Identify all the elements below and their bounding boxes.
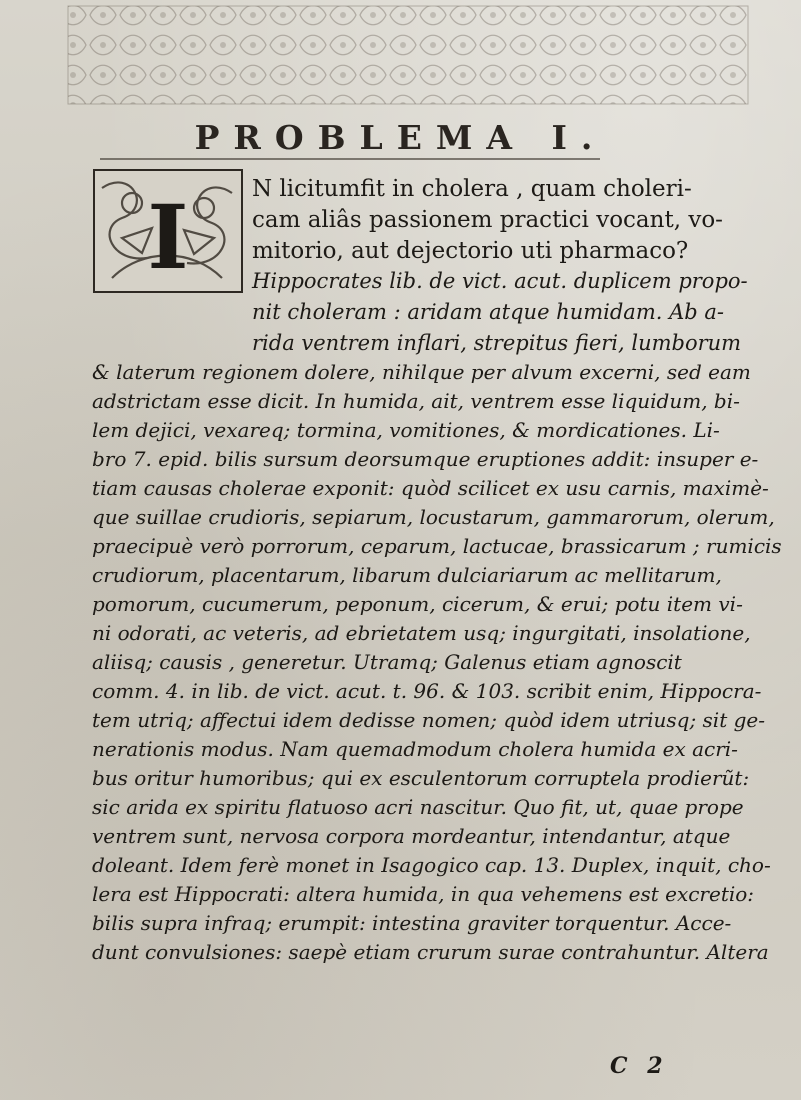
text-line: rida ventrem inflari, strepitus fieri, lumborum: [252, 331, 742, 355]
text-line: mitorio, aut dejectorio uti pharmaco?: [252, 238, 689, 264]
text-line: dunt convulsiones: saepè etiam crurum surae contrahuntur. Altera: [92, 940, 769, 964]
text-line: cam aliâs passionem practici vocant, vo-: [252, 207, 723, 233]
text-line: doleant. Idem ferè monet in Isagogico cap. 13. Duplex, inquit, cho-: [92, 853, 771, 877]
text-line: N licitumfit in cholera , quam choleri-: [252, 176, 692, 202]
signature-mark: [610, 1053, 663, 1079]
text-line: bus oritur humoribus; qui ex esculentorum corruptela prodierũt:: [92, 766, 750, 790]
text-line: sic arida ex spiritu flatuoso acri nascitur. Quo fit, ut, quae prope: [92, 795, 744, 819]
text-line: crudiorum, placentarum, libarum dulciariarum ac mellitarum,: [92, 563, 722, 587]
text-line: Hippocrates lib. de vict. acut. duplicem propo-: [252, 269, 748, 293]
decorative-headpiece: [28, 0, 773, 118]
text-line: nerationis modus. Nam quemadmodum cholera humida ex acri-: [92, 737, 738, 761]
text-line: bro 7. epid. bilis sursum deorsumque eruptiones addit: insuper e-: [92, 447, 759, 471]
catchword-mark: 2: [647, 1053, 663, 1079]
drop-cap-letter: I: [147, 185, 189, 289]
text-line: pomorum, cucumerum, peponum, cicerum, & erui; potu item vi-: [92, 592, 743, 616]
text-line: aliisq; causis , generetur. Utramq; Galenus etiam agnoscit: [92, 650, 682, 674]
text-line: adstrictam esse dicit. In humida, ait, ventrem esse liquidum, bi-: [92, 389, 740, 413]
text-line: bilis supra infraq; erumpit: intestina graviter torquentur. Acce-: [92, 911, 732, 935]
decorated-initial-letter: [92, 168, 244, 294]
text-line: tem utriq; affectui idem dedisse nomen; quòd idem utriusq; sit ge-: [92, 708, 765, 732]
title-rule: [100, 158, 600, 160]
text-line: ventrem sunt, nervosa corpora mordeantur, intendantur, atque: [92, 824, 731, 848]
page-title: PROBLEMA I.: [194, 118, 607, 157]
text-line: tiam causas cholerae exponit: quòd scilicet ex usu carnis, maximè-: [92, 476, 769, 500]
text-line: ni odorati, ac veteris, ad ebrietatem usq; ingurgitati, insolatione,: [92, 621, 751, 645]
text-line: & laterum regionem dolere, nihilque per alvum excerni, sed eam: [92, 360, 751, 384]
text-line: praecipuè verò porrorum, ceparum, lactucae, brassicarum ; rumicis: [92, 534, 782, 558]
text-line: comm. 4. in lib. de vict. acut. t. 96. & 103. scribit enim, Hippocra-: [92, 679, 762, 703]
text-line: lera est Hippocrati: altera humida, in qua vehemens est excretio:: [92, 882, 755, 906]
text-line: que suillae crudioris, sepiarum, locustarum, gammarorum, olerum,: [92, 505, 775, 529]
text-line: nit choleram : aridam atque humidam. Ab a-: [252, 300, 724, 324]
text-line: lem dejici, vexareq; tormina, vomitiones, & mordicationes. Li-: [92, 418, 720, 442]
catchword: C: [610, 1053, 628, 1079]
